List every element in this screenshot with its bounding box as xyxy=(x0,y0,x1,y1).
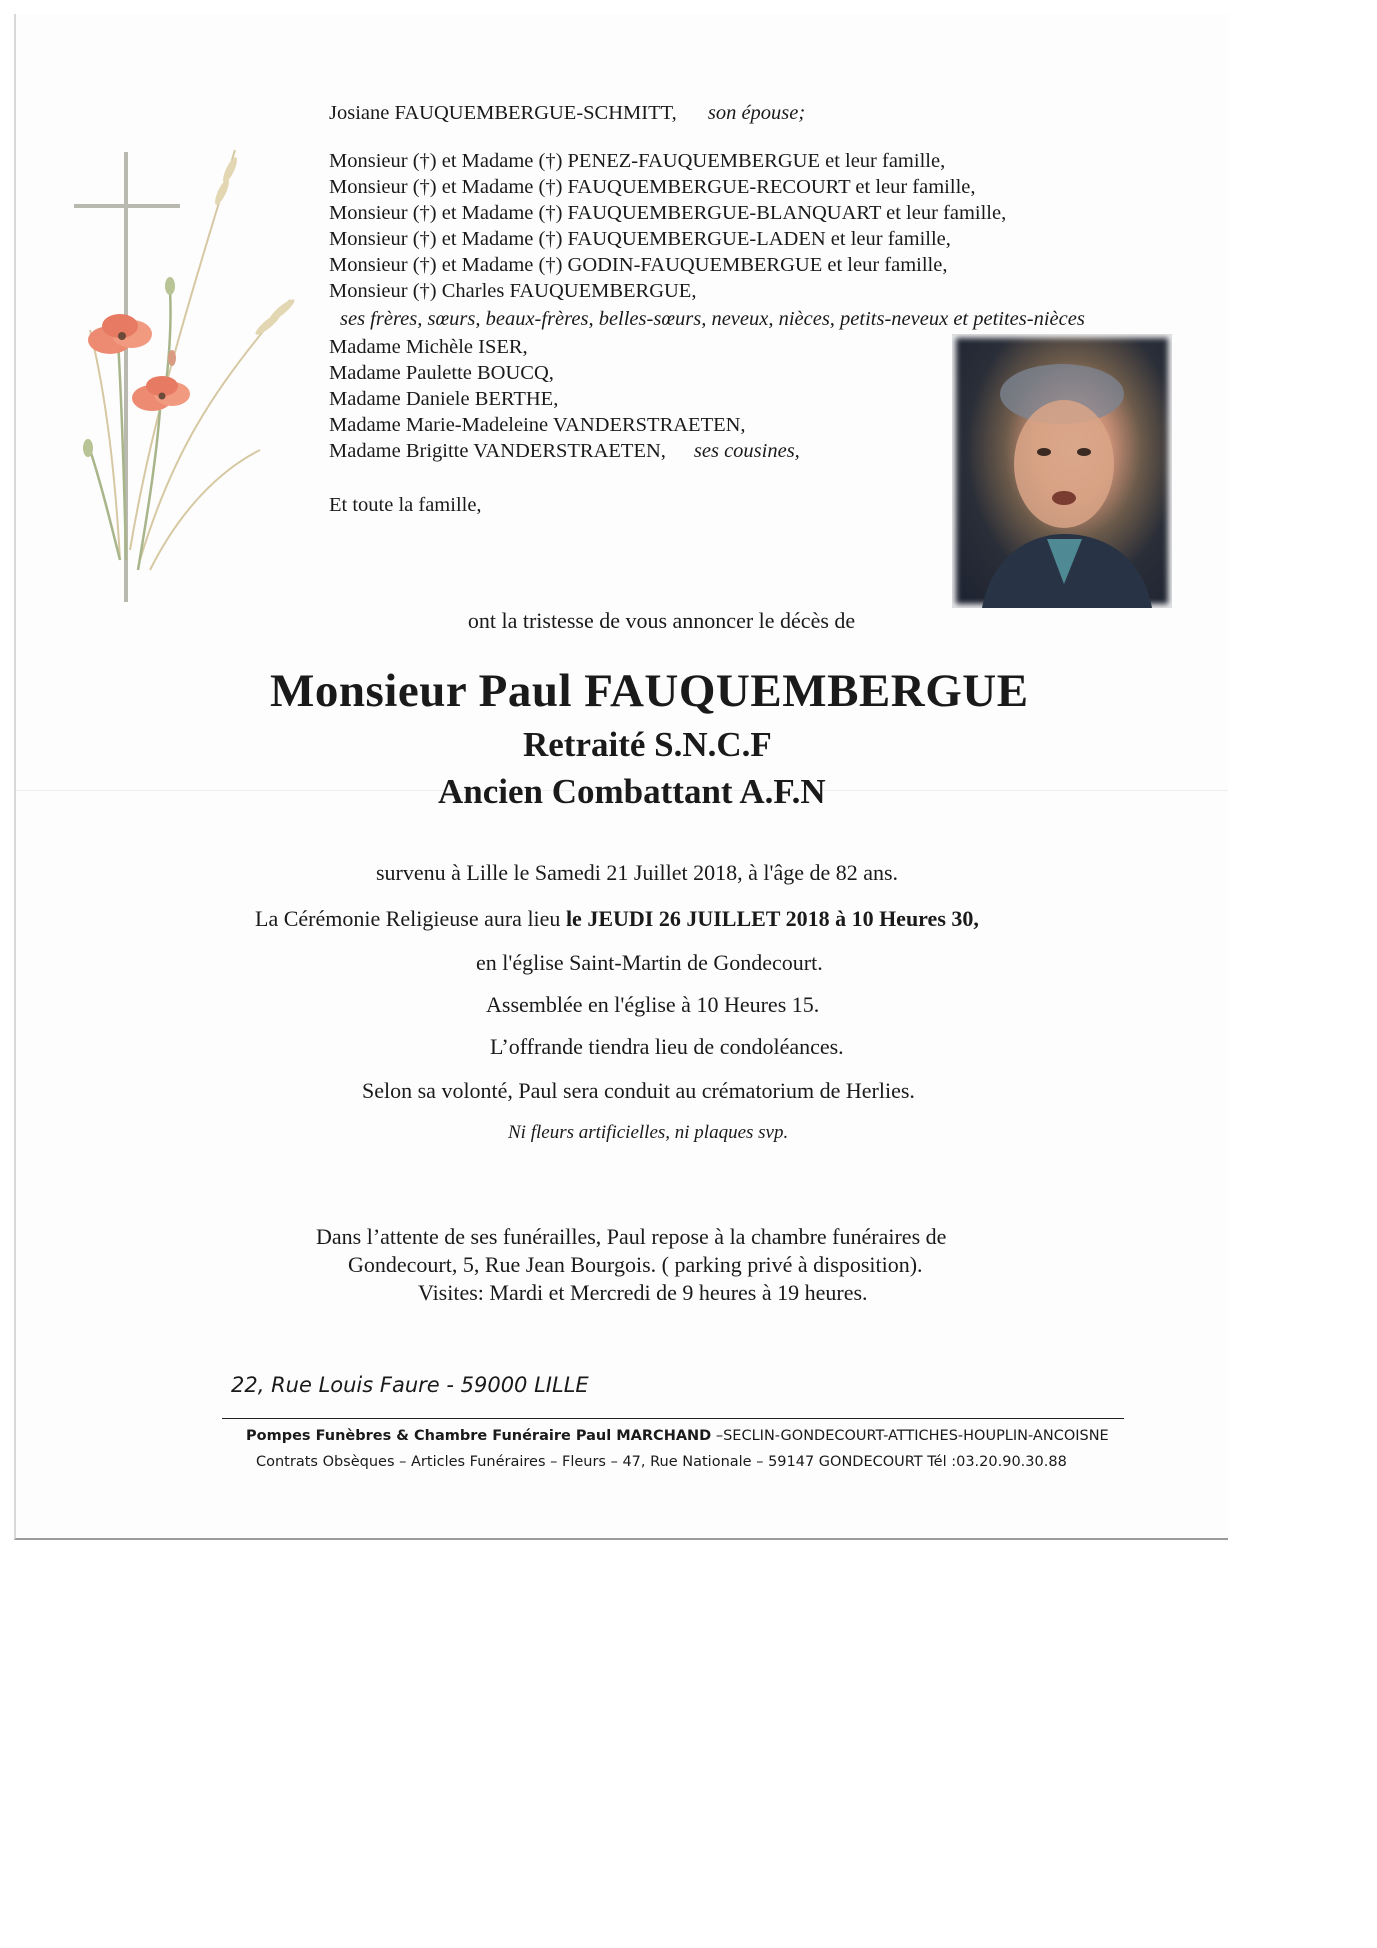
deceased-name: Monsieur Paul FAUQUEMBERGUE xyxy=(270,665,1029,717)
poppy-flower xyxy=(88,314,152,354)
company-prefix: Pompes Funèbres & Chambre Funéraire Paul xyxy=(246,1428,617,1444)
cross-horizontal xyxy=(74,204,180,208)
rest-line-2: Gondecourt, 5, Rue Jean Bourgois. ( parking privé à disposition). xyxy=(348,1252,923,1277)
rest-line-3: Visites: Mardi et Mercredi de 9 heures à 19 heures. xyxy=(418,1280,868,1305)
deceased-subtitle-2: Ancien Combattant A.F.N xyxy=(438,772,826,811)
list-item: Monsieur (†) et Madame (†) GODIN-FAUQUEMBERGUE et leur famille, xyxy=(329,254,948,276)
wife-role: son épouse; xyxy=(707,102,806,124)
footer-divider xyxy=(222,1418,1124,1419)
portrait-photo xyxy=(952,334,1172,608)
ceremony-prefix: La Cérémonie Religieuse aura lieu xyxy=(255,906,561,931)
list-item xyxy=(329,438,800,464)
siblings-role: ses frères, sœurs, beaux-frères, belles-sœurs, neveux, nièces, petits-neveux et petites-nièces xyxy=(340,308,1085,330)
company-towns: –SECLIN-GONDECOURT-ATTICHES-HOUPLIN-ANCOISNE xyxy=(711,1428,1109,1444)
cross-poppy-illustration xyxy=(60,130,320,610)
siblings-list xyxy=(329,148,1006,304)
cousins-list xyxy=(329,334,800,464)
list-item: Madame Paulette BOUCQ, xyxy=(329,362,554,384)
deceased-subtitle-1: Retraité S.N.C.F xyxy=(523,725,772,764)
flowers-note: Ni fleurs artificielles, ni plaques svp. xyxy=(508,1122,789,1143)
list-item: Monsieur (†) et Madame (†) FAUQUEMBERGUE-RECOURT et leur famille, xyxy=(329,176,976,198)
company-contact: Contrats Obsèques – Articles Funéraires – Fleurs – 47, Rue Nationale – 59147 GONDECOURT Tél :03.20.90.30.88 xyxy=(256,1454,1067,1470)
portrait-face-icon xyxy=(952,334,1172,608)
cousin-name: Madame Brigitte VANDERSTRAETEN, xyxy=(329,440,666,462)
church-info: en l'église Saint-Martin de Gondecourt. xyxy=(476,950,823,975)
poppy-flower xyxy=(132,376,190,411)
list-item: Madame Michèle ISER, xyxy=(329,336,528,358)
assembly-info: Assemblée en l'église à 10 Heures 15. xyxy=(486,992,820,1017)
list-item: Monsieur (†) et Madame (†) FAUQUEMBERGUE-LADEN et leur famille, xyxy=(329,228,951,250)
list-item: Monsieur (†) et Madame (†) FAUQUEMBERGUE-BLANQUART et leur famille, xyxy=(329,202,1007,224)
all-family: Et toute la famille, xyxy=(329,494,482,516)
footer-address: 22, Rue Louis Faure - 59000 LILLE xyxy=(231,1373,589,1397)
list-item: Monsieur (†) et Madame (†) PENEZ-FAUQUEMBERGUE et leur famille, xyxy=(329,150,946,172)
list-item: Madame Marie-Madeleine VANDERSTRAETEN, xyxy=(329,414,746,436)
wife-name: Josiane FAUQUEMBERGUE-SCHMITT, xyxy=(329,102,677,124)
cremation-info: Selon sa volonté, Paul sera conduit au crématorium de Herlies. xyxy=(362,1078,915,1103)
rest-line-1: Dans l’attente de ses funérailles, Paul repose à la chambre funéraires de xyxy=(316,1224,947,1249)
ceremony-date: le JEUDI 26 JUILLET 2018 à 10 Heures 30, xyxy=(565,906,979,931)
offering-info: L’offrande tiendra lieu de condoléances. xyxy=(490,1034,844,1059)
list-item: Monsieur (†) Charles FAUQUEMBERGUE, xyxy=(329,280,697,302)
death-info: survenu à Lille le Samedi 21 Juillet 2018, à l'âge de 82 ans. xyxy=(376,860,899,885)
announcement-intro: ont la tristesse de vous annoncer le décès de xyxy=(467,608,856,633)
company-name: MARCHAND xyxy=(616,1428,712,1444)
cousins-role: ses cousines, xyxy=(693,440,800,462)
list-item: Madame Daniele BERTHE, xyxy=(329,388,559,410)
